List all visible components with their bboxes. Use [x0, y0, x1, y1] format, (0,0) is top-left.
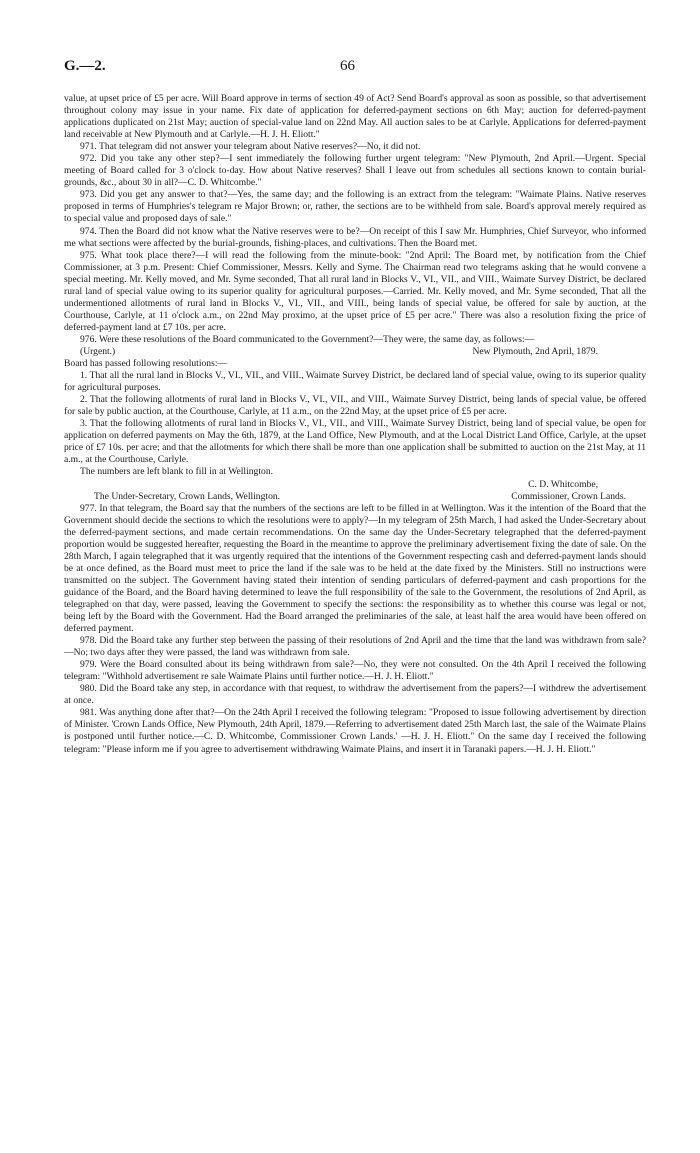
telegram-intro: Board has passed following resolutions:—: [64, 358, 228, 370]
paragraph-981: 981. Was anything done after that?—On the 24th April I received the following telegram: "Proposed to issue following advertisement by direction of Minister. 'Crown Lands Office, New Plymouth, 24th April, 1879.—Referring to advertisement dated 25th March last, the sale of the Waimate Plains is postponed until further notice.—C. D. Whitcombe, Commissioner Crown Lands.' —H. J. H. Eliott." On the same day I received the following telegram: "Please inform me if you agree to advertisement withdrawing Waimate Plains, and insert it in Taranaki papers.—H. J. H. Eliott.": [64, 707, 646, 755]
telegram-item-1: 1. That all the rural land in Blocks V., VI., VII., and VIII., Waimate Survey District, be declared land of special value, owing to its superior quality for agricultural purposes.: [64, 370, 646, 394]
paragraph-continuation: value, at upset price of £5 per acre. Will Board approve in terms of section 49 of Act? Send Board's approval as soon as possible, so that advertisement throughout colony may issue in your name. Fix date of application for deferred-payment sections on 6th May; auction for deferred-payment applications duplicated on 21st May; auction of special-value land on 22nd May. All auction sales to be at Carlyle. Applications for deferred-payment land receivable at New Plymouth and at Carlyle.—H. J. H. Eliott.": [64, 93, 646, 141]
page-header: [64, 58, 646, 78]
telegram-place-date: New Plymouth, 2nd April, 1879.: [472, 345, 598, 357]
telegram-item-3: 3. That the following allotments of rural land in Blocks V., VI., VII., and VIII., Waimate Survey District, being land of special value, be open for application on deferred payments on May the 6th, 1879, at the Land Office, New Plymouth, and at the Local District Land Office, Carlyle, at the upset price of £7 10s. per acre; and that the allotments for which there shall be more than one application shall be submitted to auction on the 21st May, at 11 a.m., at the Courthouse, Carlyle.: [64, 418, 646, 466]
telegram-signer: C. D. Whitcombe,: [528, 478, 598, 490]
paragraph-978: 978. Did the Board take any further step between the passing of their resolutions of 2nd April and the time that the land was withdrawn from sale?—No; two days after they were passed, the land was withdrawn from sale.: [64, 635, 646, 659]
telegram-addressee: The Under-Secretary, Crown Lands, Wellington.: [94, 490, 281, 502]
telegram-note: The numbers are left blank to fill in at Wellington.: [80, 466, 274, 478]
paragraph-979: 979. Were the Board consulted about its being withdrawn from sale?—No, they were not consulted. On the 4th April I received the following telegram: "Withhold advertisement re sale Waimate Plains until further notice.—H. J. H. Eliott.": [64, 659, 646, 683]
paragraph-973: 973. Did you get any answer to that?—Yes, the same day; and the following is an extract from the telegram: "Waimate Plains. Native reserves proposed in terms of Humphries's telegram re Major Brown; or, rather, the sections are to be withheld from sale. Board's approval merely required as to special value and proposed days of sale.": [64, 189, 646, 225]
document-body: [64, 93, 646, 756]
telegram-heading: [64, 346, 646, 358]
paragraph-974: 974. Then the Board did not know what the Native reserves were to be?—On receipt of this I saw Mr. Humphries, Chief Surveyor, who informed me what sections were affected by the burial-grounds, fishing-places, and cultivations. Then the Board met.: [64, 225, 646, 249]
telegram-item-2: 2. That the following allotments of rural land in Blocks V., VI., VII., and VIII., Waimate Survey District, being lands of special value, be offered for sale by public auction, at the Courthouse, Carlyle, at 11 a.m., on the 22nd May, at the upset price of £5 per acre.: [64, 394, 646, 418]
paragraph-971: 971. That telegram did not answer your telegram about Native reserves?—No, it did not.: [80, 141, 421, 153]
section-reference: G.—2.: [64, 58, 106, 74]
telegram-footer: [64, 491, 646, 503]
telegram-signer-title: Commissioner, Crown Lands.: [511, 490, 626, 502]
paragraph-976: 976. Were these resolutions of the Board communicated to the Government?—They were, the same day, as follows:—: [80, 333, 535, 345]
paragraph-975: 975. What took place there?—I will read the following from the minute-book: "2nd April: The Board met, by notification from the Chief Commissioner, at 3 p.m. Present: Chief Commissioner, Messrs. Kelly and Syme. The Chairman read two telegrams asking that he would convene a special meeting. Mr. Kelly moved, and Mr. Syme seconded, That all rural land in Blocks V., VI., VII., and VIII., Waimate Survey District, be declared rural land of special value owing to its superior quality for agricultural purposes.—Carried. Mr. Kelly moved, and Mr. Syme seconded, That all the undermentioned allotments of rural land in Blocks V., VI., VII., and VIII., being lands of special value, be offered for sale by auction, at the Courthouse, Carlyle, at 11 o'clock a.m., on 22nd May proximo, at the upset price of £5 per acre." There was also a resolution fixing the price of deferred-payment land at £7 10s. per acre.: [64, 249, 646, 333]
telegram-urgency: (Urgent.): [80, 345, 116, 357]
paragraph-980: 980. Did the Board take any step, in accordance with that request, to withdraw the advertisement from the papers?—I withdrew the advertisement at once.: [64, 683, 646, 707]
paragraph-977: 977. In that telegram, the Board say that the numbers of the sections are left to be filled in at Wellington. Was it the intention of the Board that the Government should decide the sections to which the resolutions were to apply?—In my telegram of 25th March, I had asked the Under-Secretary about the deferred-payment sections, and made certain recommendations. On the same day the Under-Secretary telegraphed that the deferred-payment proportion would be suggested hereafter, requesting the Board in the meantime to approve the preliminary advertisement fixing the date of sale. On the 28th March, I again telegraphed that it was urgently required that the intentions of the Government respecting cash and deferred-payment lands should be at once defined, as the Board must meet to price the land if the sale was to be held at the date fixed by the Ministers. Still no instructions were transmitted on the subject. The Government having stated their intention of sending particulars of deferred-payment and cash proportions for the guidance of the Board, and the Board having determined to leave the full responsibility of the sale to the Government, the resolutions of 2nd April, as telegraphed on that day, were passed, leaving the Government to specify the sections: the responsibility as to whether this course was legal or not, being left by the Board with the Government. Had the Board arranged the preliminaries of the sale, at least half the area would have been offered on deferred payment.: [64, 502, 646, 635]
page-number: 66: [340, 58, 355, 74]
paragraph-972: 972. Did you take any other step?—I sent immediately the following further urgent telegram: "New Plymouth, 2nd April.—Urgent. Special meeting of Board called for 3 o'clock to-day. How about Native reserves? Shall I leave out from schedules all sections known to contain burial-grounds, &c., about 30 in all?—C. D. Whitcombe.": [64, 153, 646, 189]
